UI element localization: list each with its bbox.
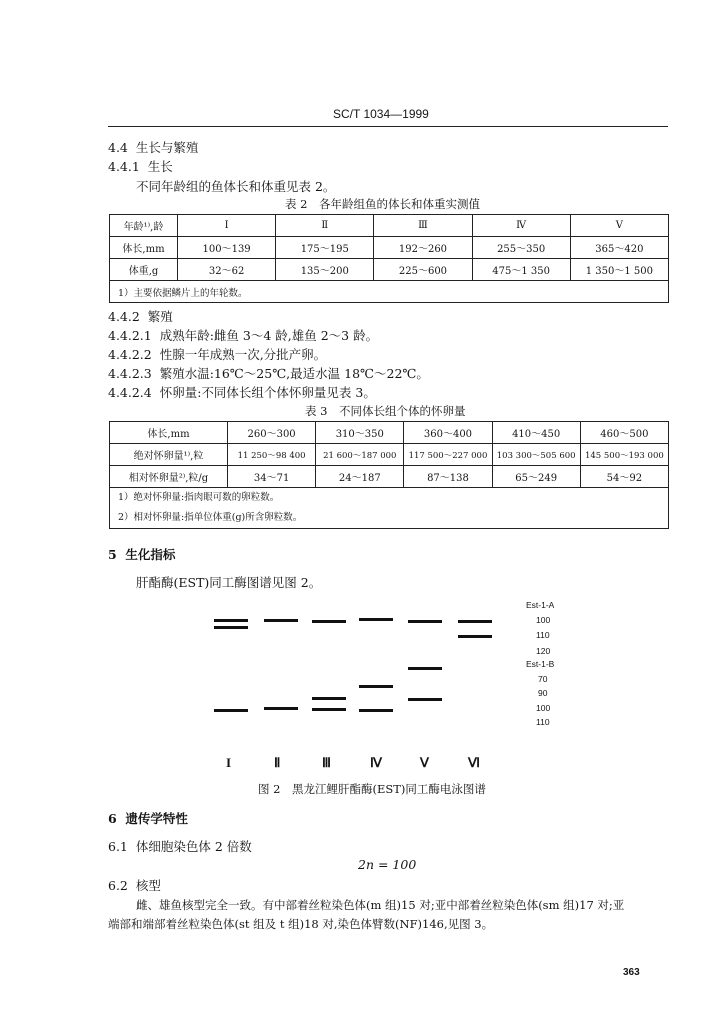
table-header-row xyxy=(110,422,669,444)
table-cell: Ⅳ xyxy=(472,215,570,237)
table-cell: 65～249 xyxy=(492,466,580,488)
section-4-4-2 xyxy=(108,307,173,325)
table-row xyxy=(110,466,669,488)
table-cell: 21 600～187 000 xyxy=(316,444,404,466)
marker-label: Est-1-B xyxy=(526,659,555,669)
clause-text: 成熟年龄:雌鱼 3～4 龄,雄鱼 2～3 龄。 xyxy=(159,328,379,343)
table3-caption: 表 3 不同体长组个体的怀卵量 xyxy=(305,404,466,418)
band xyxy=(458,620,492,623)
table-note-row xyxy=(110,281,669,303)
band xyxy=(458,635,492,638)
section-number: 6 xyxy=(108,811,117,826)
section-title: 遗传学特性 xyxy=(125,811,188,826)
lane-label: Ⅲ xyxy=(322,755,331,770)
band xyxy=(214,709,248,712)
karyotype-text-line2: 端部和端部着丝粒染色体(st 组及 t 组)18 对,染色体臂数(NF)146,见图 3。 xyxy=(108,917,494,931)
table3 xyxy=(109,421,669,529)
table-cell: 相对怀卵量²⁾,粒/g xyxy=(110,466,228,488)
est-text: 肝酯酶(EST)同工酶图谱见图 2。 xyxy=(136,575,322,590)
marker-label: Est-1-A xyxy=(526,600,555,610)
table-cell: 11 250～98 400 xyxy=(228,444,316,466)
band xyxy=(408,698,442,701)
section-title: 生长与繁殖 xyxy=(135,140,199,155)
band xyxy=(312,708,346,711)
table-cell: 绝对怀卵量¹⁾,粒 xyxy=(110,444,228,466)
table-row xyxy=(110,237,669,259)
lane-label: Ⅴ xyxy=(420,755,429,770)
table-cell: 103 300～505 600 xyxy=(492,444,580,466)
header-rule xyxy=(108,126,668,127)
band xyxy=(408,620,442,623)
table-header-row xyxy=(110,215,669,237)
clause-item xyxy=(108,345,326,363)
band xyxy=(264,707,298,710)
table-cell: Ⅲ xyxy=(374,215,472,237)
table-cell: 410～450 xyxy=(492,422,580,444)
section-title: 核型 xyxy=(135,878,161,893)
table-cell: 1 350～1 500 xyxy=(570,259,668,281)
clause-text: 繁殖水温:16℃～25℃,最适水温 18℃～22℃。 xyxy=(159,366,429,381)
page-number: 363 xyxy=(623,967,640,978)
table-cell: 100～139 xyxy=(178,237,276,259)
band xyxy=(359,709,393,712)
band xyxy=(214,619,248,622)
lane-label: I xyxy=(226,755,232,770)
marker-label: 110 xyxy=(536,717,550,727)
section-title: 体细胞染色体 2 倍数 xyxy=(135,839,252,854)
section-title: 生长 xyxy=(147,159,173,174)
section-number: 4.4.1 xyxy=(108,159,140,174)
table-cell: 365～420 xyxy=(570,237,668,259)
band xyxy=(408,667,442,670)
table-cell: 32～62 xyxy=(178,259,276,281)
lane-label: Ⅱ xyxy=(274,755,281,770)
table-cell: I xyxy=(178,215,276,237)
table-note: 2）相对怀卵量:指单位体重(g)所含卵粒数。 xyxy=(118,512,303,523)
band xyxy=(359,618,393,621)
table-cell: 225～600 xyxy=(374,259,472,281)
section-6-1 xyxy=(108,837,252,855)
table-cell: 460～500 xyxy=(580,422,668,444)
section-4-4-1 xyxy=(108,157,173,175)
table-cell: Ⅱ xyxy=(276,215,374,237)
standard-code: SC/T 1034—1999 xyxy=(333,107,429,121)
marker-label: 110 xyxy=(536,630,550,640)
clause-number: 4.4.2.4 xyxy=(108,385,152,400)
table-cell: 192～260 xyxy=(374,237,472,259)
table-cell: 体长,mm xyxy=(110,237,178,259)
marker-label: 100 xyxy=(536,703,551,713)
table-cell: 体重,g xyxy=(110,259,178,281)
section-number: 5 xyxy=(108,547,117,562)
table2-caption: 表 2 各年龄组鱼的体长和体重实测值 xyxy=(285,197,480,211)
table-cell: 175～195 xyxy=(276,237,374,259)
table-cell: 475～1 350 xyxy=(472,259,570,281)
lane-label: Ⅵ xyxy=(468,755,480,770)
table-cell: 体长,mm xyxy=(110,422,228,444)
table-cell: 117 500～227 000 xyxy=(404,444,492,466)
clause-text: 性腺一年成熟一次,分批产卵。 xyxy=(159,347,327,362)
section-title: 生化指标 xyxy=(125,547,176,562)
clause-number: 4.4.2.3 xyxy=(108,366,152,381)
section-6 xyxy=(108,809,188,827)
table-cell: 260～300 xyxy=(228,422,316,444)
marker-label: 120 xyxy=(536,646,551,656)
table-cell: 255～350 xyxy=(472,237,570,259)
figure2-caption: 图 2 黑龙江鲤肝酯酶(EST)同工酶电泳图谱 xyxy=(258,782,486,796)
table-cell: 145 500～193 000 xyxy=(580,444,668,466)
section-title: 繁殖 xyxy=(147,309,173,324)
marker-label: 90 xyxy=(538,688,548,698)
table-note: 1）主要依据鳞片上的年轮数。 xyxy=(110,281,669,303)
table-cell: 87～138 xyxy=(404,466,492,488)
table-row xyxy=(110,444,669,466)
clause-item xyxy=(108,364,429,382)
band xyxy=(264,619,298,622)
table-note-row xyxy=(110,488,669,529)
clause-number: 4.4.2.1 xyxy=(108,328,152,343)
clause-item xyxy=(108,383,376,401)
chromosome-formula: 2n = 100 xyxy=(358,857,417,872)
section-5 xyxy=(108,545,175,563)
table-cell: 34～71 xyxy=(228,466,316,488)
table-row xyxy=(110,259,669,281)
band xyxy=(312,697,346,700)
clause-number: 4.4.2.2 xyxy=(108,347,152,362)
lane-label: Ⅳ xyxy=(370,755,382,770)
table-notes xyxy=(110,488,669,529)
table-cell: 360～400 xyxy=(404,422,492,444)
clause-item xyxy=(108,326,378,344)
section-6-2 xyxy=(108,876,161,894)
table-cell: 54～92 xyxy=(580,466,668,488)
table-cell: 年龄¹⁾,龄 xyxy=(110,215,178,237)
band xyxy=(214,626,248,629)
karyotype-text-line1: 雌、雄鱼核型完全一致。有中部着丝粒染色体(m 组)15 对;亚中部着丝粒染色体(sm 组)17 对;亚 xyxy=(136,898,625,912)
section-number: 6.1 xyxy=(108,839,128,854)
clause-text: 怀卵量:不同体长组个体怀卵量见表 3。 xyxy=(159,385,376,400)
table-cell: Ⅴ xyxy=(570,215,668,237)
section-number: 6.2 xyxy=(108,878,128,893)
marker-label: 100 xyxy=(536,615,551,625)
growth-text: 不同年龄组的鱼体长和体重见表 2。 xyxy=(136,179,336,194)
table-cell: 135～200 xyxy=(276,259,374,281)
section-number: 4.4.2 xyxy=(108,309,140,324)
marker-label: 70 xyxy=(538,674,548,684)
table-note: 1）绝对怀卵量:指肉眼可数的卵粒数。 xyxy=(118,492,280,503)
table2 xyxy=(109,214,669,303)
band xyxy=(359,685,393,688)
section-number: 4.4 xyxy=(108,140,128,155)
section-4-4 xyxy=(108,138,198,156)
band xyxy=(312,620,346,623)
table-cell: 310～350 xyxy=(316,422,404,444)
table-cell: 24～187 xyxy=(316,466,404,488)
